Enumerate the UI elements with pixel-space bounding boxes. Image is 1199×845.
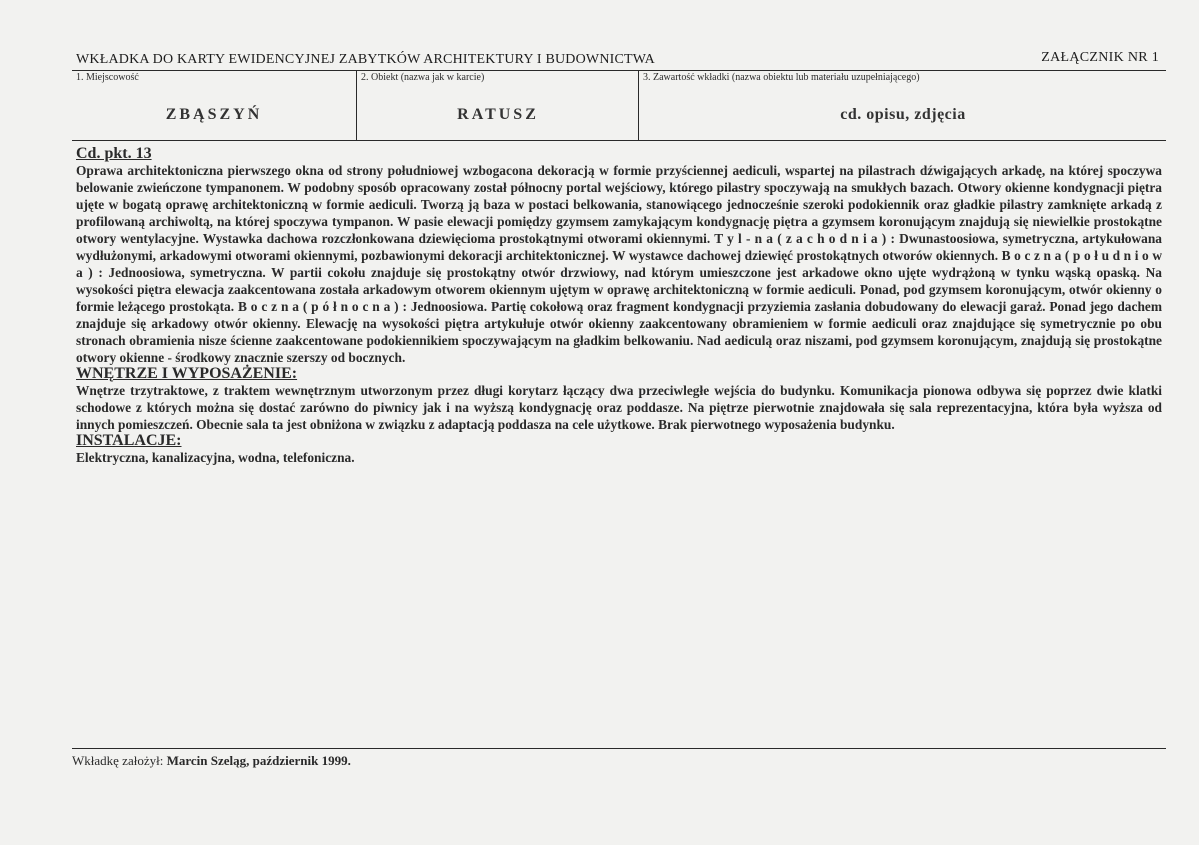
field-value: ZBĄSZYŃ	[165, 106, 263, 123]
annex-number: ZAŁĄCZNIK NR 1	[1041, 50, 1159, 65]
field-object	[356, 70, 639, 140]
section-text: Wnętrze trzytraktowe, z traktem wewnętrznym utworzonym przez długi korytarz łączący dwa przeciwległe wejścia do budynku. Komunikacja pionowa odbywa się poprzez dwie klatki schodowe z których można się dostać zarówno do piwnicy jak i na wyższą kondygnację oraz poddasze. Na piętrze pierwotnie znajdowała się sala reprezentacyjna, która była wyższa od innych pomieszczeń. Obecnie sala ta jest obniżona w związku z adaptacją poddasza na cele użytkowe. Brak pierwotnego wyposażenia budynku.	[76, 383, 1162, 432]
field-label: 1. Miejscowość	[76, 72, 139, 83]
field-locality	[72, 70, 356, 140]
fields-bottom-rule	[72, 140, 1166, 141]
field-label: 3. Zawartość wkładki (nazwa obiektu lub materiału uzupełniającego)	[643, 72, 920, 83]
field-value: RATUSZ	[457, 106, 539, 123]
section-heading: Cd. pkt. 13	[76, 145, 152, 162]
footer-author	[72, 753, 351, 769]
section-text: Elektryczna, kanalizacyjna, wodna, telefoniczna.	[76, 450, 355, 465]
description-body	[76, 146, 1162, 466]
footer-rule	[72, 748, 1166, 749]
footer-label: Wkładkę założył:	[72, 753, 164, 768]
section-heading: WNĘTRZE I WYPOSAŻENIE:	[76, 365, 298, 382]
footer-author-name: Marcin Szeląg, październik 1999.	[166, 753, 351, 768]
form-title: WKŁADKA DO KARTY EWIDENCYJNEJ ZABYTKÓW ARCHITEKTURY I BUDOWNICTWA	[76, 52, 655, 67]
field-contents	[638, 70, 1167, 140]
section-text: Oprawa architektoniczna pierwszego okna od strony południowej wzbogacona dekoracją w formie przyściennej aediculi, wspartej na pilastrach dźwigających arkadę, na której spoczywa belowanie zwieńczone tympanonem. W podobny sposób opracowany został północny portal wejściowy, którego pilastry spoczywają na smukłych bazach. Otwory okienne kondygnacji piętra ujęte w bogatą oprawę architektoniczną w formie aediculi. Tworzą ją baza w postaci belkowania, stanowiącego jednocześnie szeroki podokiennik oraz gładkie pilastry zamknięte arkadą z profilowaną archiwoltą, na której spoczywa tympanon. W pasie elewacji pomiędzy gzymsem zamykającym kondygnację piętra a gzymsem koronującym znajdują się niewielkie prostokątne otwory wentylacyjne. Wystawka dachowa rozczłonkowana dziewięcioma prostokątnymi otworami okiennymi. T y l - n a ( z a c h o d n i a ) : Dwunastoosiowa, symetryczna, artykułowana wydłużonymi, arkadowymi otworami okiennymi, pozbawionymi dekoracji architektonicznej. W wystawce dachowej dziewięć prostokątnych otworów okiennych. B o c z n a ( p o ł u d n i o w a ) : Jednoosiowa, symetryczna. W partii cokołu znajduje się prostokątny otwór drzwiowy, nad którym umieszczone jest arkadowe okno ujęte wydrążoną w tynku wąską opaską. Na wysokości piętra elewacja zaakcentowana została arkadowym otworem okiennym ujętym w oprawę architektoniczną w formie aediculi. Ponad, pod gzymsem koronującym, otwór okienny o formie leżącego prostokąta. B o c z n a ( p ó ł n o c n a ) : Jednoosiowa. Partię cokołową oraz fragment kondygnacji przyziemia zasłania dobudowany do elewacji garaż. Ponad jego dachem znajduje się arkadowy otwór okienny. Elewację na wysokości piętra artykułuje otwór okienny zaakcentowany obramieniem w formie aediculi oraz znajdujące się symetrycznie po obu stronach obramienia nisze ścienne zaakcentowane podokiennikiem spoczywającym na gładkim belkowaniu. Nad aediculą oraz niszami, pod gzymsem koronującym, znajdują się prostokątne otwory okienne - środkowy znacznie szerszy od bocznych.	[76, 163, 1162, 365]
field-value: cd. opisu, zdjęcia	[840, 106, 966, 123]
section-heading: INSTALACJE:	[76, 432, 182, 449]
field-label: 2. Obiekt (nazwa jak w karcie)	[361, 72, 485, 83]
